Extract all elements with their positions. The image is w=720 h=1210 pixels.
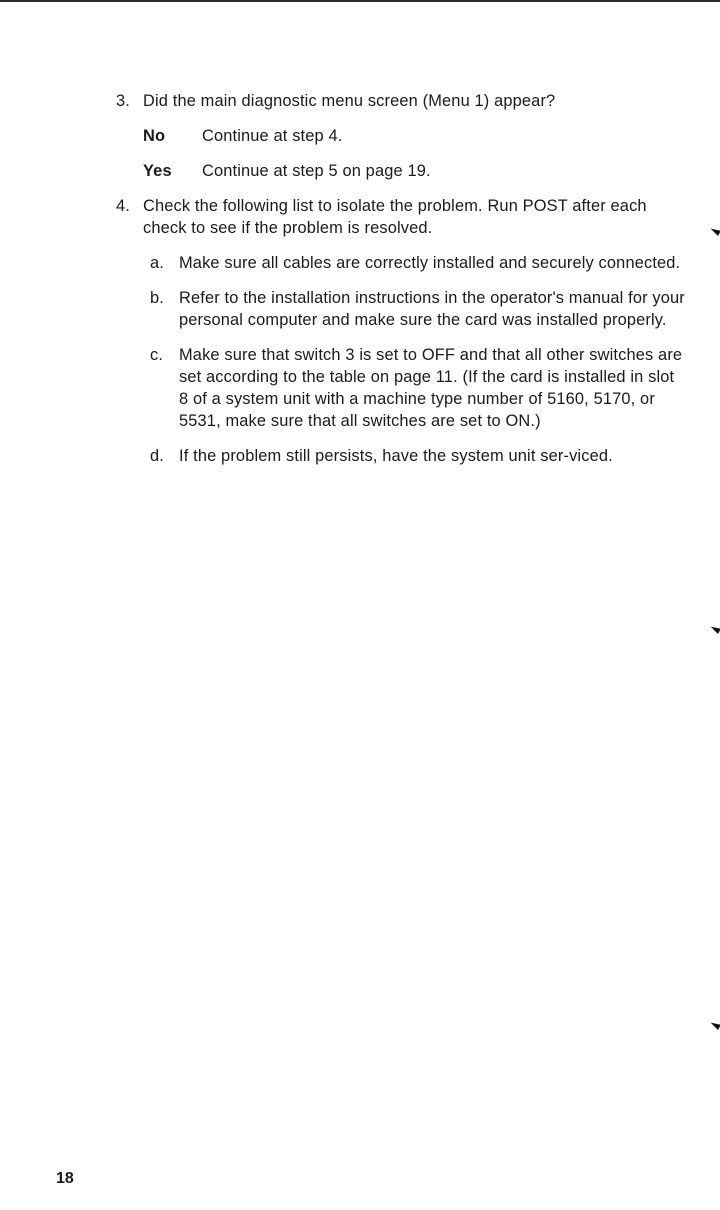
option-no [143,125,686,147]
substep-text: If the problem still persists, have the system unit ser-viced. [179,447,613,465]
step-3 [116,90,686,112]
step-text: Did the main diagnostic menu screen (Menu 1) appear? [143,92,556,110]
step-number: 4. [116,197,130,215]
substep-text: Make sure that switch 3 is set to OFF and that all other switches are set according to the table on page 11. (If the card is installed in slot 8 of a system unit with a machine type number of 5160, 5170, or 5531, make sure that all switches are set to ON.) [179,346,683,430]
substep-letter: c. [150,346,164,364]
step-text: Check the following list to isolate the problem. Run POST after each check to see if the problem is resolved. [143,197,647,237]
option-text: Continue at step 4. [202,127,343,145]
page-number: 18 [56,1170,74,1187]
substep-text: Refer to the installation instructions in the operator's manual for your personal computer and make sure the card was installed properly. [179,289,685,329]
substep-c [150,344,686,432]
step-4 [116,195,686,239]
substep-text: Make sure all cables are correctly installed and securely connected. [179,254,681,272]
option-yes [143,160,686,182]
binding-mark [709,226,720,236]
substep-b [150,287,686,331]
binding-mark [709,624,720,634]
step-number: 3. [116,92,130,110]
procedure-content [116,90,686,467]
substep-d [150,445,686,467]
substep-letter: b. [150,289,164,307]
option-key: Yes [143,162,172,180]
substep-a [150,252,686,274]
option-key: No [143,127,166,145]
substep-letter: d. [150,447,164,465]
substep-letter: a. [150,254,164,272]
substep-list [150,252,686,467]
top-rule [0,0,720,2]
binding-mark [709,1020,720,1030]
option-text: Continue at step 5 on page 19. [202,162,431,180]
